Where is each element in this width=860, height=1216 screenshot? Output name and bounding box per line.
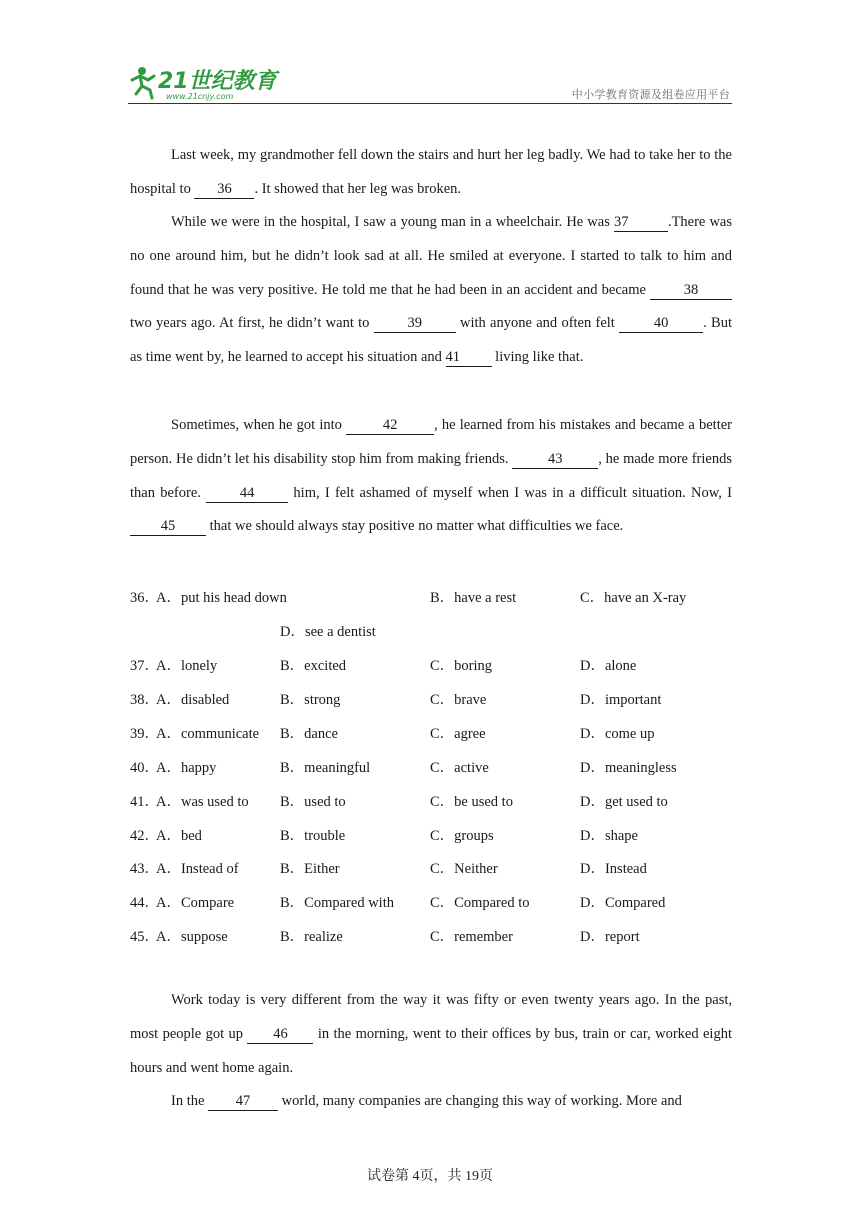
question-number: 42． (130, 828, 159, 844)
passage1-paragraph3: Sometimes, when he got into 42 , he learned from his mistakes and became a better person. He didn’t let his disability stop him from making friends. 43 , he made more friends than before. 44 him, I felt ashamed of myself when I was in a difficult situation. Now, I 45 that we should always stay positive no matter what difficulties we face. (130, 417, 732, 535)
site-logo (128, 62, 288, 102)
option-a[interactable]: A．disabled (156, 692, 230, 708)
option-b[interactable]: B．used to (280, 794, 346, 810)
passage1-paragraph2: While we were in the hospital, I saw a young man in a wheelchair. He was 37 .There was no one around him, but he didn’t look sad at all. He smiled at everyone. I started to talk to him and found that he was very positive. He told me that he had been in an accident and became 38 two years ago. At first, he didn’t want to 39 with anyone and often felt 40 . But as time went by, he learned to accept his situation and 41 living like that. (130, 214, 733, 366)
option-a[interactable]: A．communicate (156, 726, 260, 742)
option-d[interactable]: D．report (580, 929, 640, 945)
blank-36: 36 (194, 180, 254, 199)
question-number: 41． (130, 794, 159, 810)
option-b[interactable]: B．excited (280, 658, 347, 674)
option-d[interactable]: D．get used to (580, 794, 668, 810)
question-number: 40． (130, 760, 159, 776)
option-c[interactable]: C．have an X-ray (580, 590, 687, 606)
option-d[interactable]: D．shape (580, 828, 638, 844)
option-d[interactable]: D．alone (580, 658, 637, 674)
option-b[interactable]: B．trouble (280, 828, 346, 844)
option-a[interactable]: A．was used to (156, 794, 249, 810)
blank-44: 44 (206, 484, 288, 503)
option-b[interactable]: B．have a rest (430, 590, 517, 606)
option-c[interactable]: C．active (430, 760, 489, 776)
option-c[interactable]: C．agree (430, 726, 486, 742)
option-d[interactable]: D．meaningless (580, 760, 677, 776)
page-header (128, 62, 732, 104)
option-d[interactable]: D．see a dentist (280, 624, 376, 640)
option-b[interactable]: B．strong (280, 692, 341, 708)
passage1-paragraph1: Last week, my grandmother fell down the stairs and hurt her leg badly. We had to take her to the hospital to 36 . It showed that her leg was broken. (130, 147, 732, 197)
passage2-paragraph2: In the 47 world, many companies are changing this way of working. More and (171, 1093, 682, 1109)
question-number: 37． (130, 658, 159, 674)
question-45 (130, 925, 732, 949)
blank-42: 42 (346, 416, 434, 435)
blank-38: 38 (650, 281, 732, 300)
page-footer: 试卷第 4页，共 19页 (367, 1169, 493, 1184)
logo-url: www.21cnjy.com (166, 92, 234, 101)
option-b[interactable]: B．Compared with (280, 895, 394, 911)
question-36 (130, 586, 732, 610)
question-39 (130, 722, 732, 746)
option-d[interactable]: D．Instead (580, 861, 647, 877)
question-number: 36． (130, 590, 159, 606)
option-d[interactable]: D．important (580, 692, 662, 708)
option-c[interactable]: C．boring (430, 658, 493, 674)
question-number: 39． (130, 726, 159, 742)
option-d[interactable]: D．Compared (580, 895, 666, 911)
option-c[interactable]: C．brave (430, 692, 487, 708)
question-44 (130, 891, 732, 915)
question-number: 44． (130, 895, 159, 911)
blank-46: 46 (247, 1025, 313, 1044)
question-37 (130, 654, 732, 678)
question-40 (130, 756, 732, 780)
header-divider (128, 103, 732, 104)
option-c[interactable]: C．Neither (430, 861, 498, 877)
option-c[interactable]: C．be used to (430, 794, 513, 810)
blank-43: 43 (512, 450, 598, 469)
logo-wordmark: 21世纪教育 (158, 69, 277, 94)
option-a[interactable]: A．Compare (156, 895, 235, 911)
blank-41: 41 (446, 348, 492, 367)
question-43 (130, 857, 732, 881)
question-number: 43． (130, 861, 159, 877)
option-b[interactable]: B．meaningful (280, 760, 371, 776)
question-42 (130, 824, 732, 848)
option-a[interactable]: A．put his head down (156, 590, 287, 606)
blank-40: 40 (619, 314, 703, 333)
option-b[interactable]: B．realize (280, 929, 343, 945)
option-c[interactable]: C．remember (430, 929, 513, 945)
runner-logo-icon (128, 62, 288, 102)
option-c[interactable]: C．groups (430, 828, 494, 844)
question-36-continued (130, 620, 732, 644)
question-number: 38． (130, 692, 159, 708)
option-c[interactable]: C．Compared to (430, 895, 530, 911)
option-d[interactable]: D．come up (580, 726, 655, 742)
option-a[interactable]: A．suppose (156, 929, 228, 945)
passage2-paragraph1: Work today is very different from the way it was fifty or even twenty years ago. In the past, most people got up 46 in the morning, went to their offices by bus, train or car, worked eight hours and went home again. (130, 992, 732, 1076)
blank-39: 39 (374, 314, 456, 333)
option-a[interactable]: A．lonely (156, 658, 218, 674)
question-41 (130, 790, 732, 814)
option-b[interactable]: B．dance (280, 726, 338, 742)
option-b[interactable]: B．Either (280, 861, 340, 877)
question-number: 45． (130, 929, 159, 945)
option-a[interactable]: A．Instead of (156, 861, 239, 877)
blank-45: 45 (130, 517, 206, 536)
header-platform-text: 中小学教育资源及组卷应用平台 (571, 88, 730, 101)
question-38 (130, 688, 732, 712)
blank-37: 37 (614, 213, 668, 232)
option-a[interactable]: A．happy (156, 760, 217, 776)
blank-47: 47 (208, 1092, 278, 1111)
option-a[interactable]: A．bed (156, 828, 202, 844)
